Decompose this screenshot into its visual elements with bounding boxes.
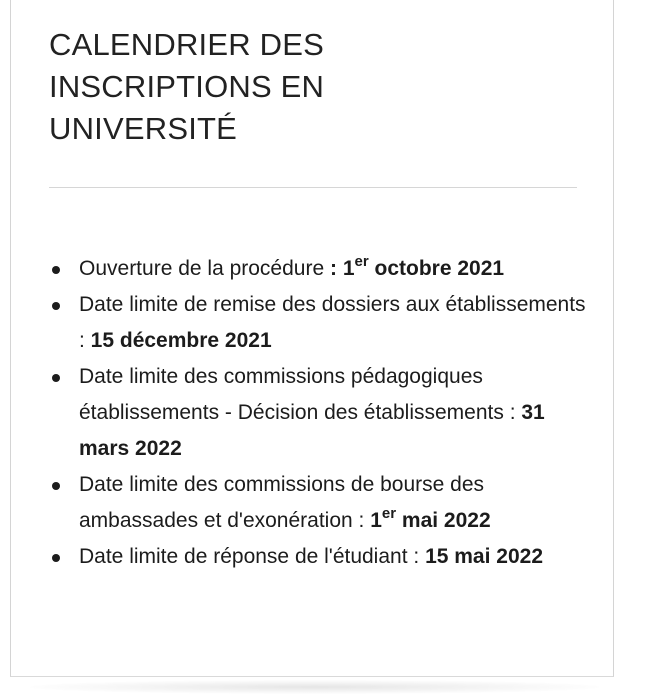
list-item-bourse-deadline [49,467,589,539]
item-date-ordinal: er [381,505,397,522]
calendar-card [10,0,614,677]
list-item-dossier-deadline [49,287,589,359]
item-date: 31 mars 2022 [79,401,545,460]
item-bold-separator: : [329,257,343,280]
item-date-day: 1 [342,257,355,280]
bullet-icon [52,482,60,490]
item-text: Ouverture de la procédure [79,257,330,280]
item-date: 15 mai 2022 [425,545,543,568]
item-text: Date limite des commissions pédagogiques établissements - Décision des établissements : [79,365,522,424]
item-date: octobre 2021 [368,257,505,280]
item-date: 15 décembre 2021 [90,329,272,352]
deadline-list [49,251,589,575]
item-text: Date limite des commissions de bourse des ambassades et d'exonération : [79,473,485,532]
bullet-icon [52,266,60,274]
bullet-icon [52,554,60,562]
list-item-opening [49,251,589,287]
list-item-commission-deadline [49,359,589,467]
item-text: Date limite de remise des dossiers aux établissements : [79,293,586,352]
list-item-student-response [49,539,589,575]
divider [49,187,577,188]
item-text: Date limite de réponse de l'étudiant : [79,545,426,568]
card-shadow [30,680,600,694]
page-title: CALENDRIER DES INSCRIPTIONS EN UNIVERSITÉ [49,27,325,146]
item-date-day: 1 [370,509,382,532]
item-date-ordinal: er [354,253,369,270]
item-date: mai 2022 [396,509,491,532]
bullet-icon [52,302,60,310]
bullet-icon [52,374,60,382]
